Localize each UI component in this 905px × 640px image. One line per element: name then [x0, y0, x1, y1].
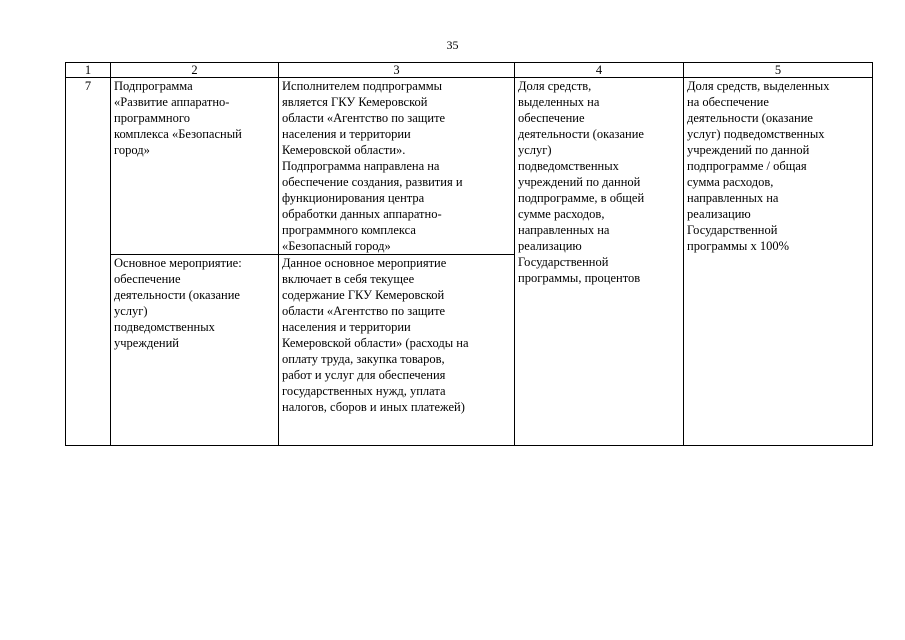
subprogram-description-cell	[279, 78, 515, 255]
subprogram-description: Исполнителем подпрограммы является ГКУ Кемеровской области «Агентство по защите населения и территории Кемеровской области». Подпрограмма направлена на обеспечение создания, развития и функционирования центра обработки данных аппаратно- программного комплекса «Безопасный город»	[282, 79, 463, 253]
subprogram-name: Подпрограмма «Развитие аппаратно- программного комплекса «Безопасный город»	[114, 79, 242, 157]
activity-description: Данное основное мероприятие включает в себя текущее содержание ГКУ Кемеровской области «Агентство по защите населения и территории Кемеровской области» (расходы на оплату труда, закупка товаров, работ и услуг для обеспечения государственных нужд, уплата налогов, сборов и иных платежей)	[282, 256, 469, 414]
activity-name: Основное мероприятие: обеспечение деятельности (оказание услуг) подведомственных учреждений	[114, 256, 242, 350]
activity-description-cell	[279, 255, 515, 446]
column-header: 3	[279, 63, 515, 78]
table-row	[66, 78, 873, 255]
indicator-formula: Доля средств, выделенных на обеспечение деятельности (оказание услуг) подведомственных учреждений по данной подпрограмме / общая сумма расходов, направленных на реализацию Государственной программы х 100%	[687, 79, 830, 253]
column-header: 2	[111, 63, 279, 78]
table-header-row	[66, 63, 873, 78]
column-header: 1	[66, 63, 111, 78]
column-header: 5	[684, 63, 873, 78]
row-number-text: 7	[84, 79, 92, 93]
activity-name-cell	[111, 255, 279, 446]
subprogram-name-cell	[111, 78, 279, 255]
column-header: 4	[515, 63, 684, 78]
indicator-name: Доля средств, выделенных на обеспечение деятельности (оказание услуг) подведомственных учреждений по данной подпрограмме, в общей сумме расходов, направленных на реализацию Государственной программы, процентов	[518, 79, 645, 285]
program-table	[65, 62, 873, 446]
indicator-cell	[515, 78, 684, 446]
row-number	[66, 78, 111, 446]
page-number: 35	[446, 38, 459, 52]
formula-cell	[684, 78, 873, 446]
